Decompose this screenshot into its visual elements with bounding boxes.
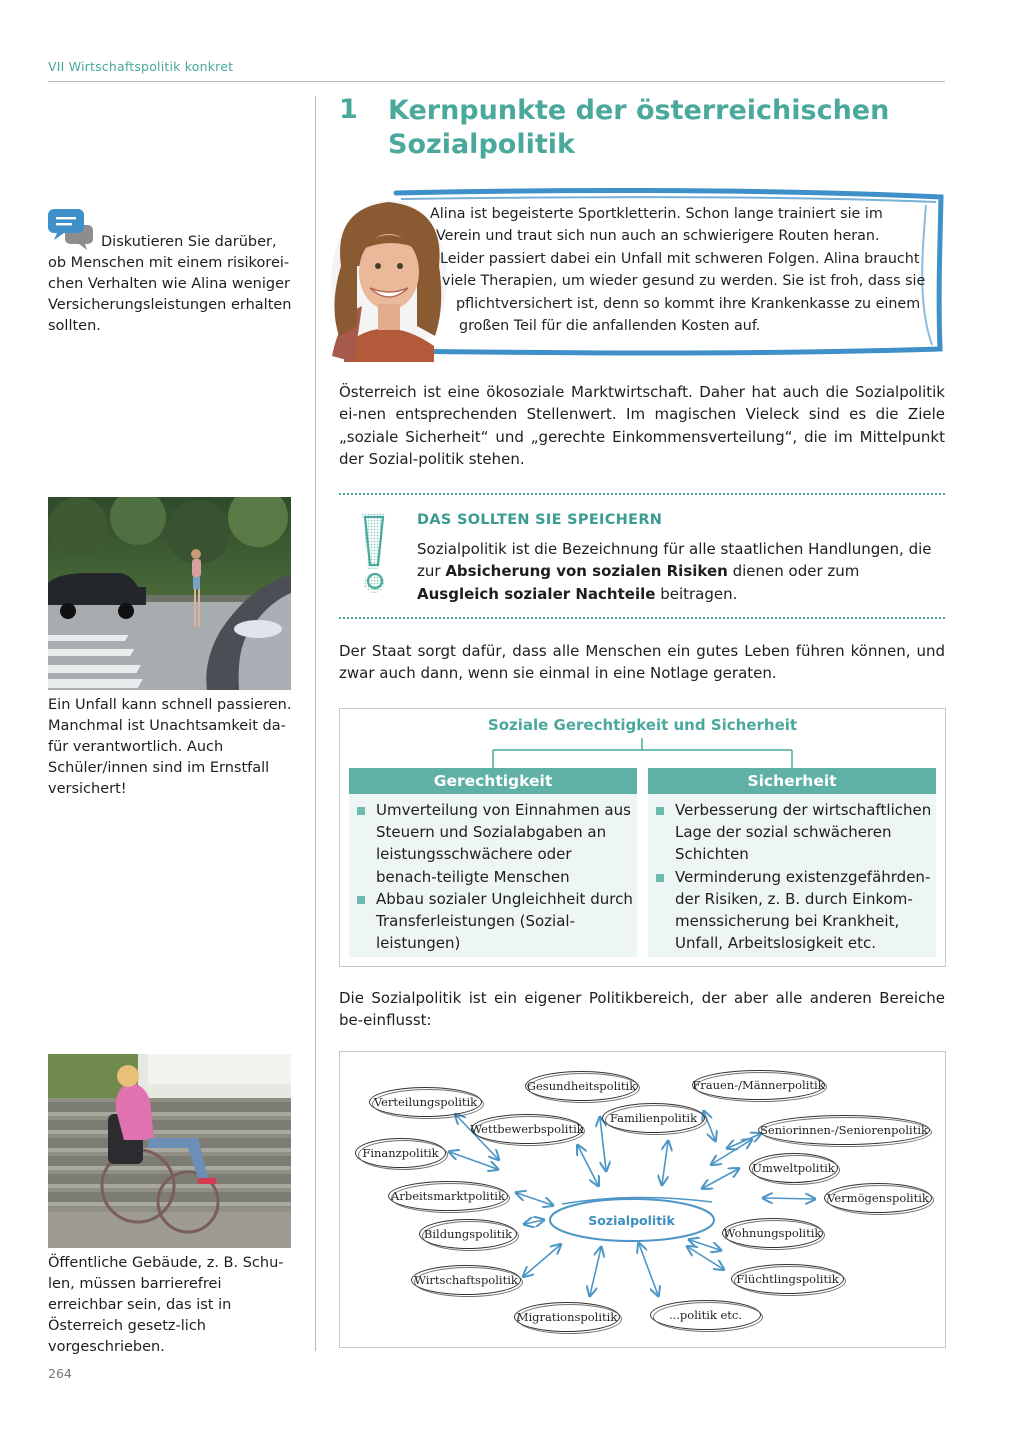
section-title: Kernpunkte der österreichischen Sozialpolitik (388, 95, 890, 160)
story-line: viele Therapien, um wieder gesund zu werden. Sie ist froh, dass sie (442, 273, 926, 290)
chapter-header: VII Wirtschaftspolitik konkret (48, 59, 234, 74)
story-line: pflichtversichert ist, denn so kommt ihre Krankenkasse zu einem (456, 295, 921, 312)
node-arbeitsmarktpolitik: Arbeitsmarktpolitik (388, 1181, 508, 1211)
node-umweltpolitik: Umweltpolitik (749, 1153, 838, 1183)
node-wohnungspolitik: Wohnungspolitik (722, 1218, 823, 1248)
node-familienpolitik: Familienpolitik (602, 1103, 705, 1133)
save-text-bold: Absicherung von sozialen Risiken (445, 562, 728, 581)
story-line: Leider passiert dabei ein Unfall mit schweren Folgen. Alina braucht (440, 250, 920, 267)
dotted-divider-top (339, 493, 945, 495)
list-item: Abbau sozialer Ungleichheit durch Transferleistungen (Sozial-leistungen) (349, 888, 634, 955)
state-paragraph: Der Staat sorgt dafür, dass alle Menschen ein gutes Leben führen können, und zwar auch dann, wenn sie einmal in eine Notlage geraten. (339, 642, 945, 683)
column-head-security: Sicherheit (648, 768, 936, 794)
node-seniorinnen-seniorenpolitik: Seniorinnen-/Seniorenpolitik (758, 1115, 930, 1145)
list-item: Verminderung existenzgefährden-der Risiken, z. B. durch Einkom-menssicherung bei Krankheit, Unfall, Arbeitslosigkeit etc. (648, 866, 933, 955)
node-wettbewerbspolitik: Wettbewerbspolitik (471, 1114, 583, 1144)
save-text-bold: Ausgleich sozialer Nachteile (417, 584, 656, 603)
discussion-prompt-rest: ob Menschen mit einem risikorei-chen Verhalten wie Alina weniger Versicherungsleistungen erhalten sollten. (48, 255, 292, 334)
node-wirtschaftspolitik: Wirtschaftspolitik (411, 1265, 521, 1295)
page-number: 264 (48, 1366, 72, 1381)
discussion-prompt (48, 232, 293, 337)
photo-caption-accessibility: Öffentliche Gebäude, z. B. Schu-len, müssen barrierefrei erreichbar sein, das ist in Österreich gesetz-lich vorgeschrieben. (48, 1255, 284, 1355)
save-text-part: beitragen. (655, 584, 738, 603)
justice-list (349, 799, 634, 954)
node-verteilungspolitik: Verteilungspolitik (369, 1087, 482, 1117)
influence-paragraph: Die Sozialpolitik ist ein eigener Politikbereich, der aber alle anderen Bereiche be-einflusst: (339, 989, 945, 1030)
story-text (430, 203, 926, 337)
exclamation-icon (352, 513, 398, 599)
wheelchair-stairs-photo (48, 1054, 291, 1248)
column-head-justice: Gerechtigkeit (349, 768, 637, 794)
node-fluechtlingspolitik: Flüchtlingspolitik (731, 1264, 844, 1294)
list-item: Verbesserung der wirtschaftlichen Lage der sozial schwächeren Schichten (648, 799, 933, 866)
save-box-text (417, 538, 945, 605)
header-rule (48, 81, 945, 82)
node-finanzpolitik: Finanzpolitik (355, 1138, 446, 1168)
story-line: Verein und traut sich nun auch an schwierigere Routen heran. (436, 228, 880, 245)
node-bildungspolitik: Bildungspolitik (419, 1219, 517, 1249)
section-number: 1 (339, 94, 358, 125)
save-box-heading: DAS SOLLTEN SIE SPEICHERN (417, 512, 663, 528)
intro-paragraph: Österreich ist eine ökosoziale Marktwirtschaft. Daher hat auch die Sozialpolitik ei-nen entsprechenden Stellenwert. Im magischen Vieleck sind es die Ziele „soziale Sicherheit“ und „gerechte Einkommensverteilung“, die im Mittelpunkt der Sozial-politik stehen. (339, 383, 945, 468)
discussion-prompt-first-line: Diskutieren Sie darüber, (101, 234, 277, 250)
save-text-part: dienen oder zum (727, 562, 860, 581)
column-divider (315, 96, 316, 1351)
crosswalk-accident-photo (48, 497, 291, 690)
node-gesundheitspolitik: Gesundheitspolitik (525, 1071, 638, 1101)
save-text-part: Sozialpolitik ist die Bezeichnung für alle staatlichen Handlungen, die zur (417, 540, 932, 581)
story-line: Alina ist begeisterte Sportkletterin. Schon lange trainiert sie im (430, 206, 883, 222)
security-list (648, 799, 933, 954)
node-migrationspolitik: Migrationspolitik (514, 1302, 620, 1332)
photo-caption-accident: Ein Unfall kann schnell passieren. Manchmal ist Unachtsamkeit da-für verantwortlich. Auch Schüler/innen sind im Ernstfall versichert! (48, 697, 292, 797)
dotted-divider-bottom (339, 617, 945, 619)
node-vermoegenspolitik: Vermögenspolitik (824, 1183, 932, 1213)
table-connector-lines (339, 736, 946, 770)
center-node-sozialpolitik: Sozialpolitik (588, 1212, 675, 1228)
story-line: großen Teil für die anfallenden Kosten auf. (459, 318, 761, 335)
node-frauen-maennerpolitik: Frauen-/Männerpolitik (692, 1070, 825, 1100)
list-item: Umverteilung von Einnahmen aus Steuern und Sozialabgaben an leistungsschwächere oder benach-teiligte Menschen (349, 799, 634, 888)
justice-security-title: Soziale Gerechtigkeit und Sicherheit (487, 716, 798, 734)
node-politik-etc: ...politik etc. (650, 1300, 761, 1330)
